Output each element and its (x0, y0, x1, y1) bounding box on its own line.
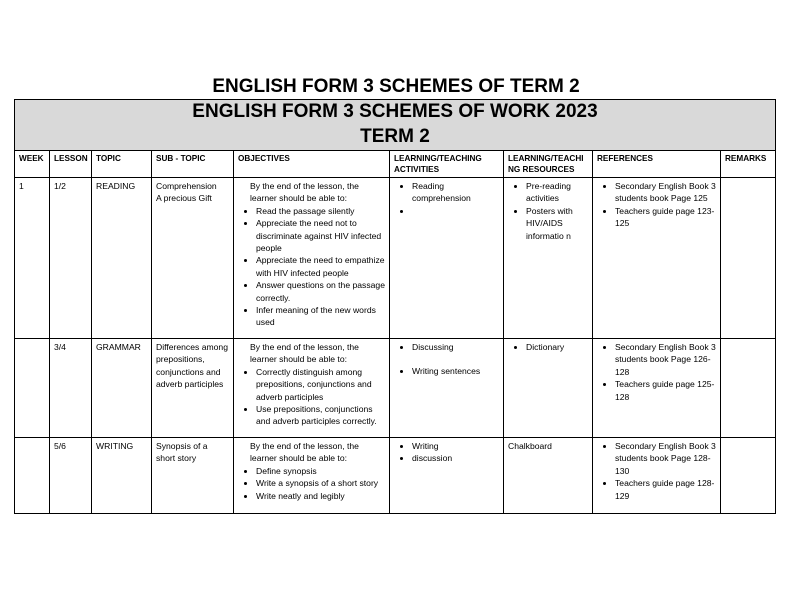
reference-item: • Teachers guide page 128-129 (615, 477, 716, 502)
table-banner (15, 100, 776, 151)
activity-item: • Discussing (412, 341, 499, 353)
cell-week (15, 438, 50, 514)
table-row (15, 339, 776, 438)
objective-item: • Infer meaning of the new words used (256, 304, 385, 329)
header-topic: TOPIC (92, 151, 152, 178)
banner-term: TERM 2 (360, 126, 430, 147)
objective-item: • Correctly distinguish among prepositions, conjunctions and adverb participles (256, 366, 385, 403)
cell-remarks (721, 339, 776, 438)
resource-item: • Pre-reading activities (526, 180, 588, 205)
header-subtopic: SUB - TOPIC (152, 151, 234, 178)
cell-subtopic: Comprehension A precious Gift (152, 178, 234, 339)
header-references: REFERENCES (593, 151, 721, 178)
table-row (15, 438, 776, 514)
cell-resources (504, 178, 593, 339)
activity-item: • Writing (412, 440, 499, 452)
resource-item: • Posters with HIV/AIDS informatio n (526, 205, 588, 242)
cell-remarks (721, 178, 776, 339)
cell-remarks (721, 438, 776, 514)
reference-item: • Teachers guide page 125-128 (615, 378, 716, 403)
cell-week (15, 339, 50, 438)
activity-item: • Writing sentences (412, 365, 499, 377)
cell-resources (504, 339, 593, 438)
objectives-intro: By the end of the lesson, the learner should be able to: (250, 181, 359, 204)
reference-item: • Teachers guide page 123-125 (615, 205, 716, 230)
objective-item: • Write a synopsis of a short story (256, 477, 385, 489)
document-title: ENGLISH FORM 3 SCHEMES OF TERM 2 (212, 76, 580, 97)
activity-item: • discussion (412, 452, 499, 464)
header-lesson: LESSON (50, 151, 92, 178)
cell-activities (390, 178, 504, 339)
objective-item: • Read the passage silently (256, 205, 385, 217)
objective-item: • Use prepositions, conjunctions and adverb participles correctly. (256, 403, 385, 428)
objectives-intro: By the end of the lesson, the learner should be able to: (250, 342, 359, 365)
cell-subtopic: Differences among prepositions, conjunctions and adverb participles (152, 339, 234, 438)
cell-topic: WRITING (92, 438, 152, 514)
activity-item: • Reading comprehension (412, 180, 499, 205)
objective-item: • Define synopsis (256, 465, 385, 477)
header-resources: LEARNING/TEACHI NG RESOURCES (504, 151, 593, 178)
objectives-intro: By the end of the lesson, the learner should be able to: (250, 441, 359, 464)
cell-lesson: 1/2 (50, 178, 92, 339)
objective-item: • Appreciate the need to empathize with HIV infected people (256, 254, 385, 279)
objective-item: • Answer questions on the passage correctly. (256, 279, 385, 304)
header-row (15, 151, 776, 178)
cell-activities (390, 339, 504, 438)
cell-resources: Chalkboard (504, 438, 593, 514)
spacer (412, 353, 499, 365)
banner-title: ENGLISH FORM 3 SCHEMES OF WORK 2023 (192, 101, 598, 122)
header-activities: LEARNING/TEACHING ACTIVITIES (390, 151, 504, 178)
header-week: WEEK (15, 151, 50, 178)
cell-topic: GRAMMAR (92, 339, 152, 438)
cell-subtopic: Synopsis of a short story (152, 438, 234, 514)
cell-references (593, 339, 721, 438)
activity-item (412, 205, 499, 217)
scheme-table (14, 99, 776, 514)
header-remarks: REMARKS (721, 151, 776, 178)
cell-references (593, 438, 721, 514)
cell-objectives (234, 178, 390, 339)
objective-item: • Write neatly and legibly (256, 490, 385, 502)
resource-item: • Dictionary (526, 341, 588, 353)
cell-lesson: 3/4 (50, 339, 92, 438)
header-objectives: OBJECTIVES (234, 151, 390, 178)
cell-week: 1 (15, 178, 50, 339)
objective-item: • Appreciate the need not to discriminate against HIV infected people (256, 217, 385, 254)
cell-activities (390, 438, 504, 514)
cell-references (593, 178, 721, 339)
cell-objectives (234, 438, 390, 514)
reference-item: • Secondary English Book 3 students book Page 125 (615, 180, 716, 205)
cell-topic: READING (92, 178, 152, 339)
reference-item: • Secondary English Book 3 students book Page 126-128 (615, 341, 716, 378)
reference-item: • Secondary English Book 3 students book Page 128-130 (615, 440, 716, 477)
table-row (15, 178, 776, 339)
cell-lesson: 5/6 (50, 438, 92, 514)
cell-objectives (234, 339, 390, 438)
